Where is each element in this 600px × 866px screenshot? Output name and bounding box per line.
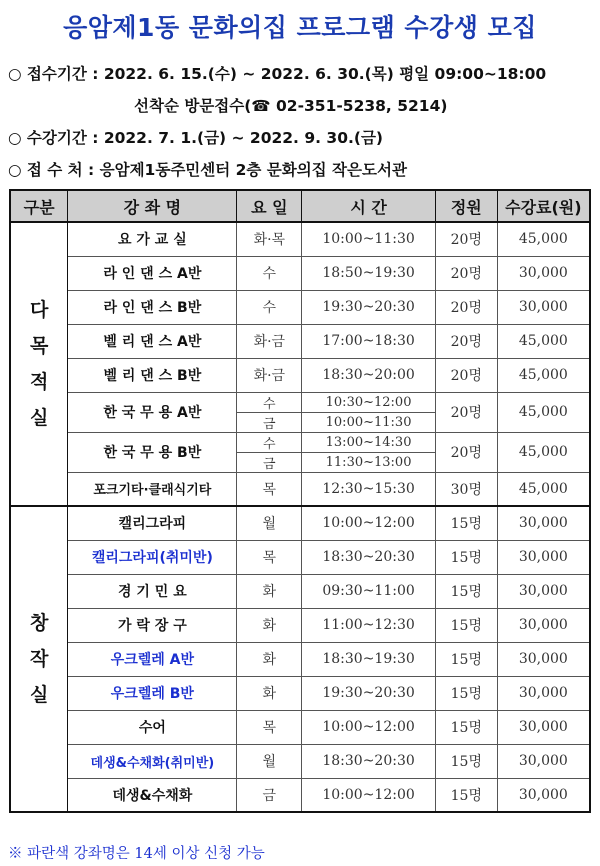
course-day: 화	[237, 676, 302, 710]
course-day: 화·금	[237, 324, 302, 358]
course-name: 가 락 장 구	[68, 608, 237, 642]
course-name: 한 국 무 용 A반	[68, 392, 237, 432]
table-row	[10, 432, 590, 452]
course-time: 11:00~12:30	[302, 608, 436, 642]
course-time: 10:00~12:00	[302, 778, 436, 812]
course-value: 2022. 7. 1.(금) ~ 2022. 9. 30.(금)	[103, 129, 384, 147]
course-time: 10:30~12:00	[302, 392, 436, 412]
table-row	[10, 324, 590, 358]
course-time: 18:50~19:30	[302, 256, 436, 290]
course-fee: 30,000	[497, 710, 590, 744]
table-row	[10, 540, 590, 574]
table-row	[10, 676, 590, 710]
course-fee: 45,000	[497, 472, 590, 506]
course-capacity: 20명	[435, 324, 497, 358]
table-row	[10, 358, 590, 392]
course-fee: 30,000	[497, 540, 590, 574]
course-capacity: 20명	[435, 222, 497, 256]
course-time: 18:30~20:30	[302, 540, 436, 574]
course-time: 19:30~20:30	[302, 676, 436, 710]
course-fee: 30,000	[497, 744, 590, 778]
course-day: 수	[237, 256, 302, 290]
place-label: ○ 접 수 처 :	[8, 161, 95, 179]
table-row	[10, 392, 590, 412]
course-day: 금	[237, 412, 302, 432]
course-capacity: 15명	[435, 676, 497, 710]
course-fee: 30,000	[497, 676, 590, 710]
course-name: 캘리그라피(취미반)	[68, 540, 237, 574]
header-fee: 수강료(원)	[497, 190, 590, 222]
course-day: 금	[237, 452, 302, 472]
course-day: 월	[237, 744, 302, 778]
course-fee: 30,000	[497, 256, 590, 290]
course-fee: 30,000	[497, 778, 590, 812]
course-fee: 30,000	[497, 608, 590, 642]
course-capacity: 15명	[435, 710, 497, 744]
table-row	[10, 744, 590, 778]
course-day: 화·금	[237, 358, 302, 392]
course-name: 벨 리 댄 스 A반	[68, 324, 237, 358]
course-fee: 45,000	[497, 324, 590, 358]
header-capacity: 정원	[435, 190, 497, 222]
course-time: 12:30~15:30	[302, 472, 436, 506]
course-name: 라 인 댄 스 B반	[68, 290, 237, 324]
course-name: 벨 리 댄 스 B반	[68, 358, 237, 392]
course-day: 수	[237, 432, 302, 452]
course-fee: 30,000	[497, 290, 590, 324]
course-fee: 30,000	[497, 506, 590, 540]
place-value: 응암제1동주민센터 2층 문화의집 작은도서관	[99, 161, 407, 179]
header-time: 시 간	[302, 190, 436, 222]
course-day: 목	[237, 540, 302, 574]
table-row	[10, 574, 590, 608]
course-time: 13:00~14:30	[302, 432, 436, 452]
table-row	[10, 222, 590, 256]
course-fee: 45,000	[497, 222, 590, 256]
course-day: 목	[237, 472, 302, 506]
course-day: 목	[237, 710, 302, 744]
reception-period	[8, 62, 546, 84]
course-day: 금	[237, 778, 302, 812]
course-name: 한 국 무 용 B반	[68, 432, 237, 472]
course-name: 수어	[68, 710, 237, 744]
course-time: 19:30~20:30	[302, 290, 436, 324]
course-period	[8, 126, 383, 148]
course-capacity: 15명	[435, 778, 497, 812]
course-day: 화	[237, 574, 302, 608]
course-label: ○ 수강기간 :	[8, 129, 99, 147]
course-capacity: 15명	[435, 574, 497, 608]
table-row	[10, 642, 590, 676]
course-time: 18:30~19:30	[302, 642, 436, 676]
course-day: 월	[237, 506, 302, 540]
course-fee: 45,000	[497, 432, 590, 472]
course-name: 라 인 댄 스 A반	[68, 256, 237, 290]
course-day: 수	[237, 392, 302, 412]
course-name: 경 기 민 요	[68, 574, 237, 608]
table-row	[10, 256, 590, 290]
header-course: 강 좌 명	[68, 190, 237, 222]
course-time: 10:00~12:00	[302, 710, 436, 744]
program-table	[9, 189, 591, 813]
table-header-row	[10, 190, 590, 222]
course-fee: 30,000	[497, 574, 590, 608]
header-category: 구분	[10, 190, 68, 222]
course-name: 요 가 교 실	[68, 222, 237, 256]
page-title: 응암제1동 문화의집 프로그램 수강생 모집	[63, 13, 537, 42]
course-capacity: 15명	[435, 506, 497, 540]
header-day: 요 일	[237, 190, 302, 222]
table-row	[10, 710, 590, 744]
course-name: 포크기타·클래식기타	[68, 472, 237, 506]
table-row	[10, 506, 590, 540]
course-time: 18:30~20:00	[302, 358, 436, 392]
footnote: ※ 파란색 강좌명은 14세 이상 신청 가능	[8, 846, 265, 862]
course-capacity: 15명	[435, 608, 497, 642]
course-fee: 45,000	[497, 358, 590, 392]
course-name: 데생&수채화	[68, 778, 237, 812]
reception-method: 선착순 방문접수(☎ 02-351-5238, 5214)	[134, 97, 448, 115]
course-capacity: 15명	[435, 744, 497, 778]
course-fee: 30,000	[497, 642, 590, 676]
course-time: 11:30~13:00	[302, 452, 436, 472]
reception-value: 2022. 6. 15.(수) ~ 2022. 6. 30.(목) 평일 09:00~18:00	[103, 65, 547, 83]
course-time: 18:30~20:30	[302, 744, 436, 778]
course-day: 수	[237, 290, 302, 324]
table-row	[10, 472, 590, 506]
course-capacity: 15명	[435, 642, 497, 676]
course-capacity: 20명	[435, 256, 497, 290]
course-time: 09:30~11:00	[302, 574, 436, 608]
table-row	[10, 778, 590, 812]
course-time: 10:00~11:30	[302, 412, 436, 432]
room-multipurpose: 다 목 적 실	[10, 222, 68, 506]
course-capacity: 20명	[435, 358, 497, 392]
reception-place	[8, 158, 407, 180]
course-name: 캘리그라피	[68, 506, 237, 540]
course-time: 10:00~12:00	[302, 506, 436, 540]
course-day: 화	[237, 642, 302, 676]
course-capacity: 20명	[435, 290, 497, 324]
course-fee: 45,000	[497, 392, 590, 432]
course-capacity: 20명	[435, 392, 497, 432]
course-name: 우크렐레 B반	[68, 676, 237, 710]
course-capacity: 20명	[435, 432, 497, 472]
course-day: 화·목	[237, 222, 302, 256]
course-day: 화	[237, 608, 302, 642]
course-name: 데생&수채화(취미반)	[68, 744, 237, 778]
course-time: 10:00~11:30	[302, 222, 436, 256]
table-row	[10, 290, 590, 324]
course-capacity: 15명	[435, 540, 497, 574]
course-capacity: 30명	[435, 472, 497, 506]
table-row	[10, 608, 590, 642]
reception-label: ○ 접수기간 :	[8, 65, 99, 83]
course-name: 우크렐레 A반	[68, 642, 237, 676]
course-time: 17:00~18:30	[302, 324, 436, 358]
room-creative: 창 작 실	[10, 506, 68, 812]
